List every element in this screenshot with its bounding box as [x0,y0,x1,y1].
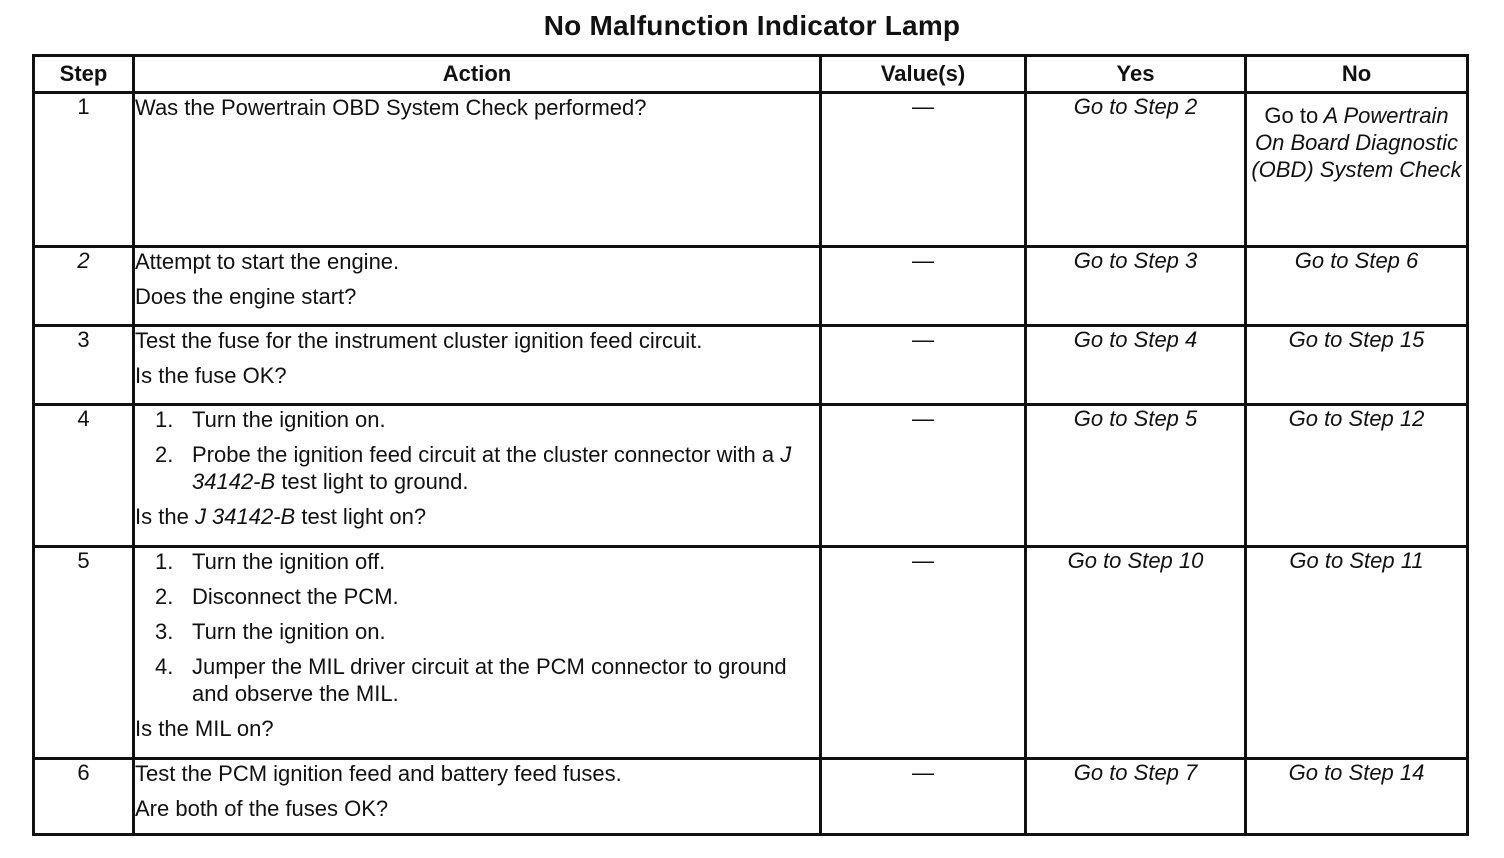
table-row [34,326,1468,405]
step-number: 3 [34,326,134,405]
question-text: test light on? [301,504,427,529]
yes-cell: Go to Step 5 [1026,405,1246,547]
yes-cell: Go to Step 10 [1026,547,1246,759]
table-row [34,93,1468,247]
action-question: Was the Powertrain OBD System Check performed? [135,95,647,120]
value-cell: — [821,759,1026,835]
list-item-text: Jumper the MIL driver circuit at the PCM connector to ground and observe the MIL. [192,654,787,706]
tool-reference: J 34142-B [194,504,296,529]
action-cell [134,247,821,326]
list-item-number: 2. [155,442,174,467]
action-question: Is the fuse OK? [135,363,287,388]
list-item [135,406,819,433]
list-item-number: 3. [155,619,174,644]
value-cell: — [821,93,1026,247]
step-number: 2 [34,247,134,326]
list-item-number: 1. [155,549,174,574]
header-row [34,56,1468,93]
list-item-text: Turn the ignition on. [192,619,386,644]
tool-reference: J 34142-B [192,442,792,494]
list-item-number: 1. [155,407,174,432]
value-cell: — [821,326,1026,405]
step-number: 1 [34,93,134,247]
header-action: Action [134,56,821,93]
action-intro: Attempt to start the engine. [135,249,400,274]
list-item-text: test light to ground. [281,469,469,494]
no-cell [1246,93,1468,247]
list-item-text: Disconnect the PCM. [192,584,399,609]
action-question: Is the MIL on? [135,716,274,741]
list-item-text: Turn the ignition off. [192,549,386,574]
question-text: Is the [135,504,189,529]
action-question [135,503,819,530]
list-item [135,548,819,575]
value-cell: — [821,247,1026,326]
procedure-list [135,548,819,707]
action-cell [134,93,821,247]
yes-cell: Go to Step 7 [1026,759,1246,835]
procedure-list [135,406,819,495]
page-title: No Malfunction Indicator Lamp [543,10,961,41]
list-item [135,653,819,707]
list-item-number: 2. [155,584,174,609]
action-cell [134,547,821,759]
yes-cell: Go to Step 3 [1026,247,1246,326]
list-item-text: Probe the ignition feed circuit at the cluster connector with a [192,442,775,467]
step-number: 5 [34,547,134,759]
table-row [34,547,1468,759]
yes-cell: Go to Step 2 [1026,93,1246,247]
step-number: 6 [34,759,134,835]
step-number: 4 [34,405,134,547]
value-cell: — [821,405,1026,547]
no-cell: Go to Step 12 [1246,405,1468,547]
no-cell: Go to Step 11 [1246,547,1468,759]
no-cell: Go to Step 15 [1246,326,1468,405]
no-cell: Go to Step 6 [1246,247,1468,326]
no-reference: A Powertrain On Board Diagnostic (OBD) System Check [1251,103,1462,182]
action-question: Does the engine start? [135,284,357,309]
diagnostic-table [32,54,1469,836]
action-cell [134,326,821,405]
action-question: Are both of the fuses OK? [135,796,389,821]
no-cell: Go to Step 14 [1246,759,1468,835]
table-row [34,759,1468,835]
header-yes: Yes [1026,56,1246,93]
list-item [135,618,819,645]
list-item [135,583,819,610]
no-prefix: Go to [1264,103,1319,128]
action-intro: Test the fuse for the instrument cluster ignition feed circuit. [135,328,703,353]
yes-cell: Go to Step 4 [1026,326,1246,405]
list-item-number: 4. [155,654,174,679]
table-row [34,405,1468,547]
header-values: Value(s) [821,56,1026,93]
action-cell [134,759,821,835]
header-step: Step [34,56,134,93]
list-item-text: Turn the ignition on. [192,407,386,432]
table-row [34,247,1468,326]
action-intro: Test the PCM ignition feed and battery feed fuses. [135,761,622,786]
header-no: No [1246,56,1468,93]
action-cell [134,405,821,547]
value-cell: — [821,547,1026,759]
list-item [135,441,819,495]
